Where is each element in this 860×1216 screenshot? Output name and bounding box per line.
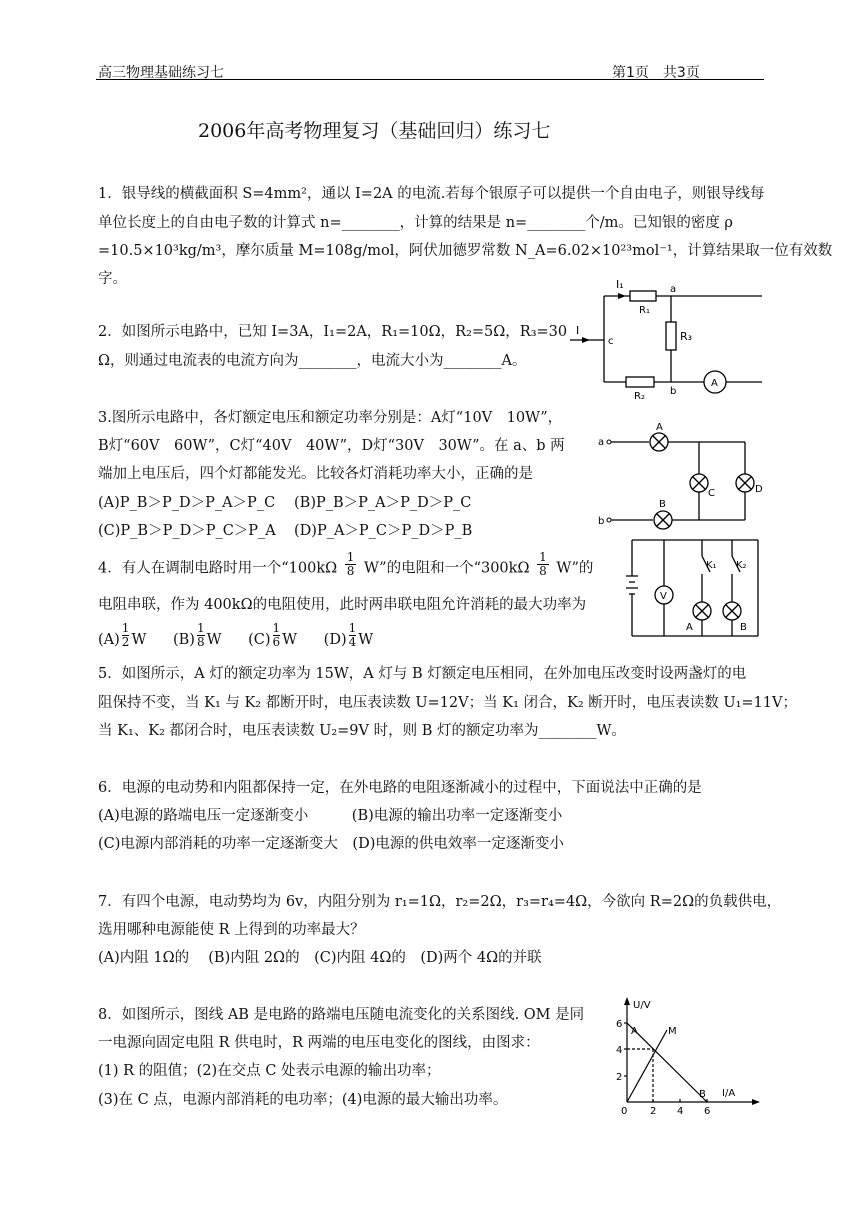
q4-option-c bbox=[248, 621, 302, 649]
label-r2: R₂ bbox=[634, 391, 645, 402]
point-m-label: M bbox=[668, 1026, 677, 1037]
fraction-numerator: 1 bbox=[346, 550, 355, 564]
q3-circuit-diagram bbox=[595, 420, 770, 535]
fraction-denominator: 6 bbox=[272, 635, 281, 649]
fraction-numerator: 1 bbox=[121, 621, 130, 635]
q4-option-b bbox=[172, 621, 226, 649]
q2-line1: 2．如图所示电路中，已知 I=3A，I₁=2A，R₁=10Ω，R₂=5Ω，R₃=30 bbox=[98, 324, 568, 340]
q3-line3: 端加上电压后，四个灯都能发光。比较各灯消耗功率大小，正确的是 bbox=[98, 466, 533, 482]
header-left: 高三物理基础练习七 bbox=[98, 65, 224, 81]
label-r1: R₁ bbox=[639, 305, 650, 316]
y-tick-label: 6 bbox=[616, 1019, 623, 1030]
q8-line2: 一电源向固定电阻 R 供电时，R 两端的电压电变化的图线，由图求： bbox=[98, 1035, 540, 1051]
header-rule bbox=[96, 79, 764, 80]
q1-line3: =10.5×10³kg/m³，摩尔质量 M=108g/mol，阿伏加德罗常数 N_A=6.02×10²³mol⁻¹，计算结果取一位有效数 bbox=[98, 243, 833, 259]
option-unit: W bbox=[358, 631, 374, 648]
label-lamp-b: B bbox=[740, 622, 747, 633]
x-tick-label: 4 bbox=[677, 1106, 684, 1117]
label-lamp-d: D bbox=[755, 484, 763, 495]
q4-options bbox=[98, 621, 374, 649]
y-tick-label: 4 bbox=[616, 1045, 623, 1056]
y-axis-label: U/V bbox=[633, 1000, 651, 1011]
q7-line2: 选用哪种电源能使 R 上得到的功率最大？ bbox=[98, 922, 365, 938]
q4-line1 bbox=[98, 550, 594, 578]
fraction-denominator: 8 bbox=[539, 564, 547, 578]
point-a-label: A bbox=[631, 1026, 638, 1037]
option-label: (A) bbox=[98, 631, 120, 648]
fraction-denominator: 2 bbox=[121, 635, 130, 649]
fraction-denominator: 8 bbox=[196, 635, 205, 649]
fraction-numerator: 1 bbox=[539, 550, 547, 564]
q2-circuit-diagram bbox=[560, 278, 770, 400]
fraction-denominator: 8 bbox=[346, 564, 355, 578]
resistor-r1 bbox=[630, 291, 656, 301]
label-b: b bbox=[670, 386, 677, 397]
resistor-r2 bbox=[626, 377, 654, 387]
q6-line1: 6．电源的电动势和内阻都保持一定，在外电路的电阻逐渐减小的过程中，下面说法中正确的是 bbox=[98, 780, 702, 796]
q2-line2: Ω，则通过电流表的电流方向为________，电流大小为________A。 bbox=[98, 353, 527, 369]
q8-line1: 8．如图所示，图线 AB 是电路的路端电压随电流变化的关系图线. OM 是同 bbox=[98, 1007, 585, 1023]
fraction-denominator: 4 bbox=[348, 635, 357, 649]
y-tick-label: 2 bbox=[616, 1072, 623, 1083]
label-k2: K₂ bbox=[736, 560, 747, 571]
q1-line1: 1．银导线的横截面积 S=4mm²，通以 I=2A 的电流.若每个银原子可以提供一个自由电子，则银导线每 bbox=[98, 186, 765, 202]
point-b-label: B bbox=[699, 1089, 706, 1100]
q1-line4: 字。 bbox=[98, 271, 127, 287]
q4-text-2: W”的电阻和一个“300kΩ bbox=[363, 560, 530, 577]
label-b: b bbox=[598, 516, 605, 527]
origin-label: 0 bbox=[621, 1106, 628, 1117]
page-title: 2006年高考物理复习（基础回归）练习七 bbox=[198, 120, 551, 142]
q7-line3: (A)内阻 1Ω的 (B)内阻 2Ω的 (C)内阻 4Ω的 (D)两个 4Ω的并联 bbox=[98, 950, 542, 966]
fraction-numerator: 1 bbox=[348, 621, 357, 635]
q3-option-d: (D)P_A＞P_C＞P_D＞P_B bbox=[294, 523, 473, 539]
q3-line2: B灯“60V 60W”，C灯“40V 40W”，D灯“30V 30W”。在 a、b 两 bbox=[98, 438, 565, 454]
option-label: (D) bbox=[323, 631, 347, 648]
x-tick-label: 2 bbox=[650, 1106, 657, 1117]
label-i1: I₁ bbox=[616, 278, 624, 291]
fraction-numerator: 1 bbox=[196, 621, 205, 635]
q3-option-b: (B)P_B＞P_A＞P_D＞P_C bbox=[294, 495, 472, 511]
label-lamp-b: B bbox=[659, 499, 666, 510]
q8-line3: (1) R 的阻值；(2)在交点 C 处表示电源的输出功率； bbox=[98, 1063, 441, 1079]
q4-text-3: W”的 bbox=[556, 560, 594, 577]
q6-line2: (A)电源的路端电压一定逐渐变小 (B)电源的输出功率一定逐渐变小 bbox=[98, 808, 563, 824]
q1-line2: 单位长度上的自由电子数的计算式 n=________，计算的结果是 n=________个/m。已知银的密度 ρ bbox=[98, 215, 733, 231]
label-voltmeter: V bbox=[660, 591, 667, 602]
q3-option-c: (C)P_B＞P_D＞P_C＞P_A bbox=[98, 523, 276, 539]
q8-line4: (3)在 C 点，电源内部消耗的电功率；(4)电源的最大输出功率。 bbox=[98, 1092, 508, 1108]
line-om bbox=[627, 1030, 667, 1102]
q4-option-d bbox=[323, 621, 374, 649]
option-unit: W bbox=[282, 631, 298, 648]
label-a: a bbox=[670, 284, 677, 295]
label-r3: R₃ bbox=[680, 330, 693, 343]
q4-text-1: 4．有人在调制电路时用一个“100kΩ bbox=[98, 560, 338, 577]
label-lamp-a: A bbox=[686, 622, 693, 633]
q5-line2: 阻保持不变，当 K₁ 与 K₂ 都断开时，电压表读数 U=12V；当 K₁ 闭合，K₂ 断开时，电压表读数 U₁=11V； bbox=[98, 695, 797, 711]
q7-line1: 7．有四个电源，电动势均为 6v，内阻分别为 r₁=1Ω，r₂=2Ω，r₃=r₄=4Ω，今欲向 R=2Ω的负载供电， bbox=[98, 894, 782, 910]
label-ammeter: A bbox=[711, 378, 718, 389]
q5-line1: 5．如图所示，A 灯的额定功率为 15W，A 灯与 B 灯额定电压相同，在外加电压改变时设两盏灯的电 bbox=[98, 666, 747, 682]
q4-option-a bbox=[98, 621, 151, 649]
line-ab bbox=[627, 1023, 707, 1102]
option-unit: W bbox=[206, 631, 222, 648]
label-lamp-a: A bbox=[656, 422, 663, 433]
q4-line2: 电阻串联，作为 400kΩ的电阻使用，此时两串联电阻允许消耗的最大功率为 bbox=[98, 597, 587, 613]
q3-option-a: (A)P_B＞P_D＞P_A＞P_C bbox=[98, 495, 276, 511]
label-lamp-c: C bbox=[708, 488, 715, 499]
q6-line3: (C)电源内部消耗的功率一定逐渐变大 (D)电源的供电效率一定逐渐变小 bbox=[98, 836, 564, 852]
q5-line3: 当 K₁、K₂ 都闭合时，电压表读数 U₂=9V 时，则 B 灯的额定功率为________W。 bbox=[98, 723, 626, 739]
label-i: I bbox=[576, 324, 580, 337]
label-c: c bbox=[608, 336, 614, 347]
q8-ui-graph bbox=[612, 996, 762, 1120]
resistor-r3 bbox=[666, 322, 676, 350]
q5-circuit-diagram bbox=[622, 538, 762, 640]
x-axis-label: I/A bbox=[722, 1088, 736, 1099]
x-tick-label: 6 bbox=[704, 1106, 711, 1117]
option-label: (B) bbox=[172, 631, 195, 648]
q3-line1: 3.图所示电路中，各灯额定电压和额定功率分别是：A灯“10V 10W”， bbox=[98, 410, 563, 426]
label-a: a bbox=[598, 437, 605, 448]
option-label: (C) bbox=[248, 631, 271, 648]
option-unit: W bbox=[131, 631, 147, 648]
header-right: 第1页 共3页 bbox=[612, 65, 700, 81]
label-k1: K₁ bbox=[706, 560, 717, 571]
fraction-numerator: 1 bbox=[272, 621, 281, 635]
